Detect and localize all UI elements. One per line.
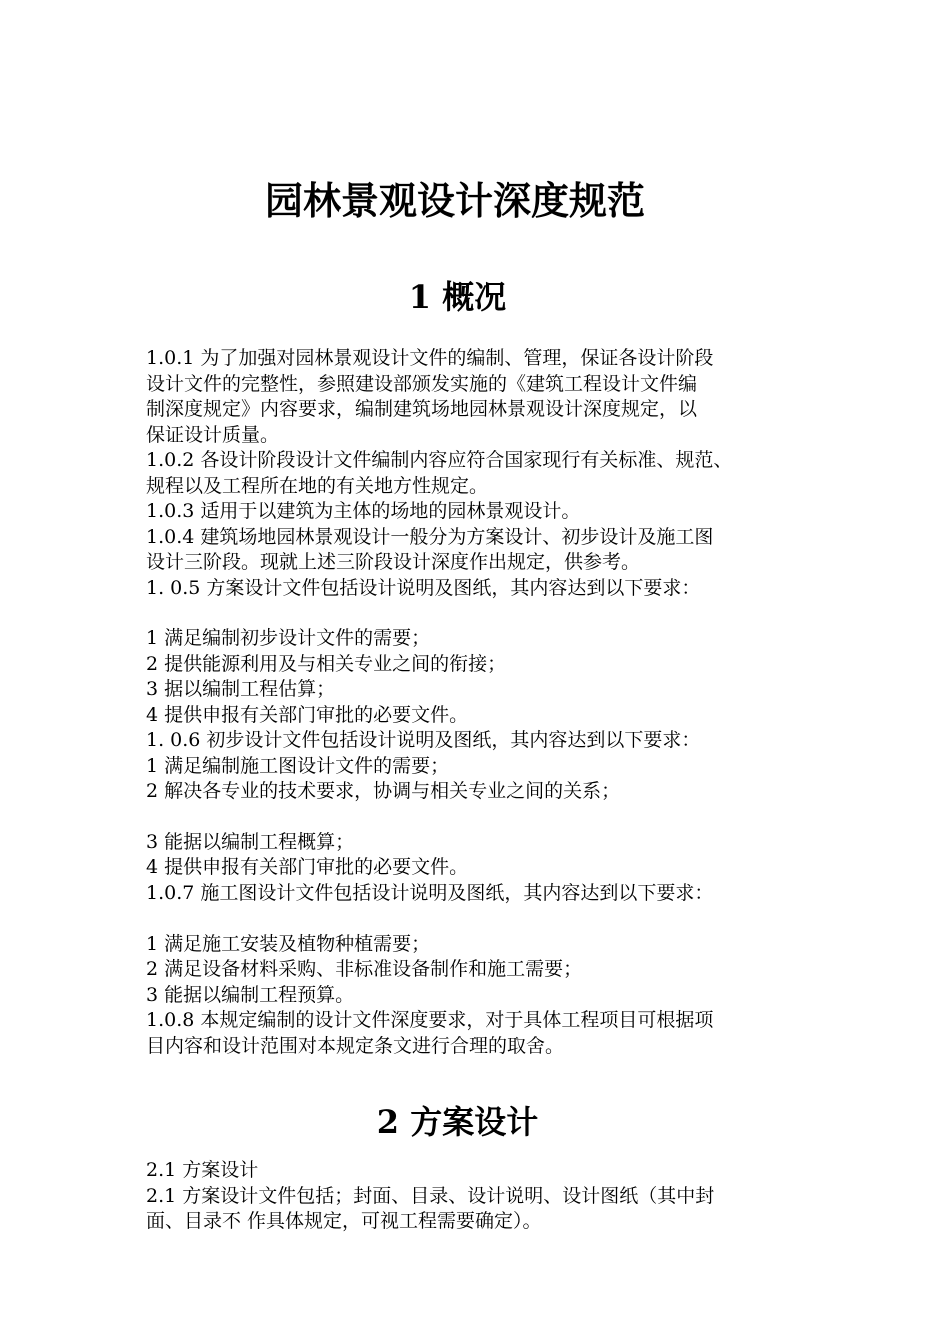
clause-1-0-6-item-2: 2 解决各专业的技术要求，协调与相关专业之间的关系； xyxy=(146,780,621,802)
section-heading-scheme-design: 2 方案设计 xyxy=(376,1103,539,1141)
clause-1-0-2-line-2: 规程以及工程所在地的有关地方性规定。 xyxy=(146,475,489,497)
clause-1-0-5-item-3: 3 据以编制工程估算； xyxy=(146,678,336,700)
clause-1-0-6: 1. 0.6 初步设计文件包括设计说明及图纸，其内容达到以下要求： xyxy=(146,729,701,751)
clause-1-0-4-line-1: 1.0.4 建筑场地园林景观设计一般分为方案设计、初步设计及施工图 xyxy=(146,526,714,548)
clause-1-0-3: 1.0.3 适用于以建筑为主体的场地的园林景观设计。 xyxy=(146,500,581,522)
clause-1-0-7-item-2: 2 满足设备材料采购、非标准设备制作和施工需要； xyxy=(146,958,583,980)
clause-1-0-5: 1. 0.5 方案设计文件包括设计说明及图纸，其内容达到以下要求： xyxy=(146,577,701,599)
clause-2-1-heading: 2.1 方案设计 xyxy=(146,1159,259,1181)
clause-1-0-4-line-2: 设计三阶段。现就上述三阶段设计深度作出规定，供参考。 xyxy=(146,551,641,573)
clause-2-1-line-2: 面、目录不 作具体规定，可视工程需要确定）。 xyxy=(146,1210,542,1232)
clause-1-0-7-item-3: 3 能据以编制工程预算。 xyxy=(146,984,355,1006)
clause-1-0-7: 1.0.7 施工图设计文件包括设计说明及图纸，其内容达到以下要求： xyxy=(146,882,714,904)
section-heading-overview: 1 概况 xyxy=(408,278,507,316)
clause-1-0-1-line-2: 设计文件的完整性，参照建设部颁发实施的《建筑工程设计文件编 xyxy=(146,373,698,395)
clause-1-0-1-line-4: 保证设计质量。 xyxy=(146,424,280,446)
clause-1-0-7-item-1: 1 满足施工安装及植物种植需要； xyxy=(146,933,431,955)
clause-1-0-1-line-1: 1.0.1 为了加强对园林景观设计文件的编制、管理，保证各设计阶段 xyxy=(146,347,714,369)
clause-1-0-8-line-1: 1.0.8 本规定编制的设计文件深度要求，对于具体工程项目可根据项 xyxy=(146,1009,714,1031)
clause-1-0-1-line-3: 制深度规定》内容要求，编制建筑场地园林景观设计深度规定，以 xyxy=(146,398,698,420)
clause-1-0-2-line-1: 1.0.2 各设计阶段设计文件编制内容应符合国家现行有关标准、规范、 xyxy=(146,449,733,471)
clause-1-0-5-item-1: 1 满足编制初步设计文件的需要； xyxy=(146,627,431,649)
document-title: 园林景观设计深度规范 xyxy=(264,178,645,223)
clause-1-0-8-line-2: 目内容和设计范围对本规定条文进行合理的取舍。 xyxy=(146,1035,565,1057)
clause-1-0-6-item-3: 3 能据以编制工程概算； xyxy=(146,831,355,853)
clause-1-0-6-item-4: 4 提供申报有关部门审批的必要文件。 xyxy=(146,856,469,878)
clause-2-1-line-1: 2.1 方案设计文件包括；封面、目录、设计说明、设计图纸（其中封 xyxy=(146,1185,715,1207)
clause-1-0-6-item-1: 1 满足编制施工图设计文件的需要； xyxy=(146,755,450,777)
clause-1-0-5-item-4: 4 提供申报有关部门审批的必要文件。 xyxy=(146,704,469,726)
clause-1-0-5-item-2: 2 提供能源利用及与相关专业之间的衔接； xyxy=(146,653,507,675)
